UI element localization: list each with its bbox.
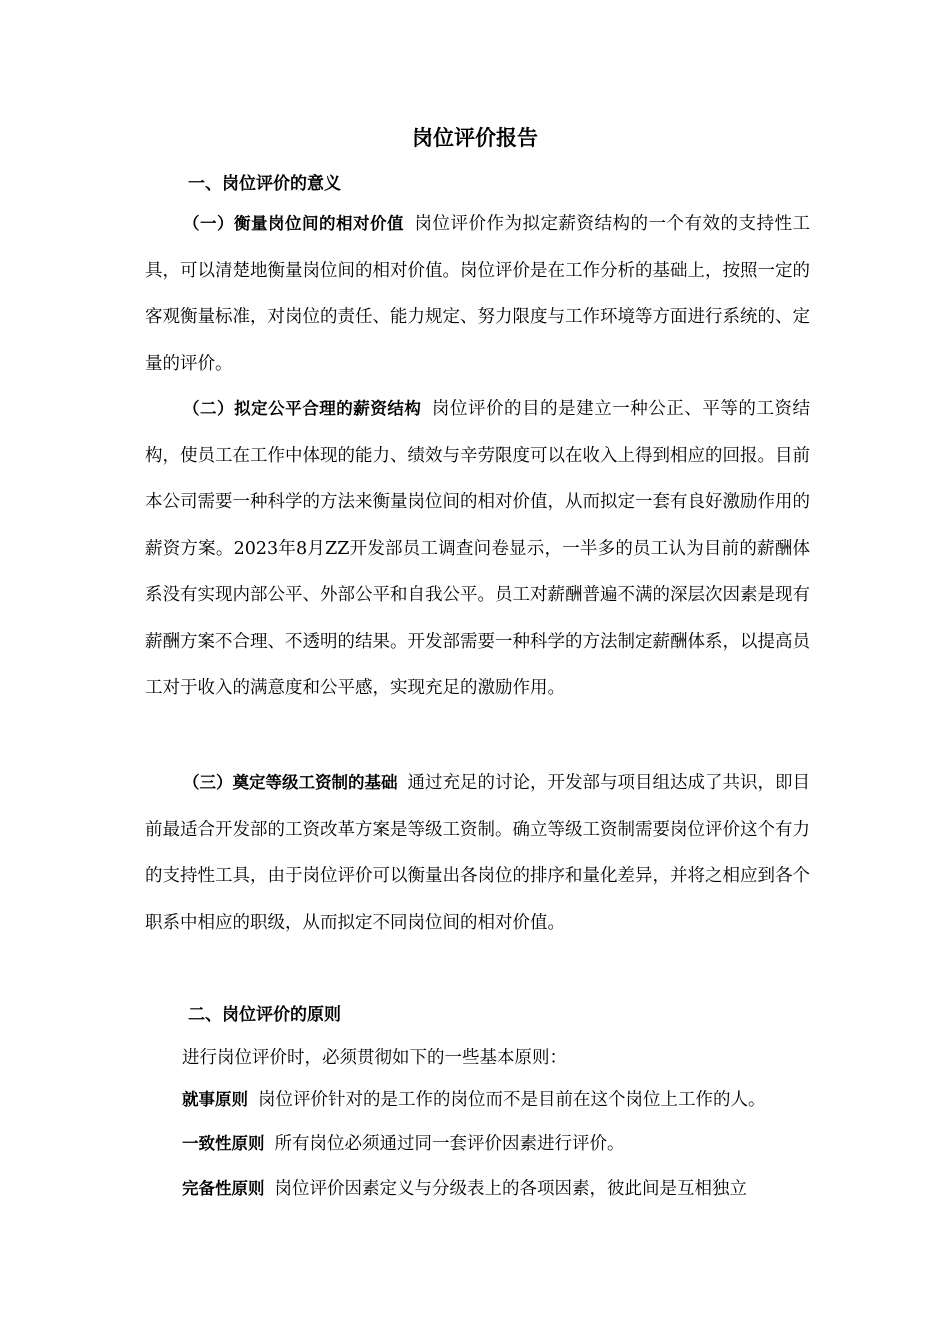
paragraph-2-label: （二）拟定公平合理的薪资结构 (183, 399, 422, 418)
paragraph-2 (145, 386, 810, 712)
principle-2-text: 所有岗位必须通过同一套评价因素进行评价。 (274, 1134, 625, 1154)
paragraph-1 (145, 201, 810, 387)
paragraph-2-text: 岗位评价的目的是建立一种公正、平等的工资结构，使员工在工作中体现的能力、绩效与辛劳限度可以在收入上得到相应的回报。目前本公司需要一种科学的方法来衡量岗位间的相对价值，从而拟定一套有良好激励作用的薪资方案。2023年8月ZZ开发部员工调查问卷显示，一半多的员工认为目前的薪酬体系没有实现内部公平、外部公平和自我公平。员工对薪酬普遍不满的深层次因素是现有薪酬方案不合理、不透明的结果。开发部需要一种科学的方法制定薪酬体系，以提高员工对于收入的满意度和公平感，实现充足的激励作用。 (145, 399, 811, 698)
section-1-heading: 一、岗位评价的意义 (188, 174, 341, 194)
principle-3 (182, 1177, 832, 1201)
principle-3-text: 岗位评价因素定义与分级表上的各项因素，彼此间是互相独立 (274, 1179, 747, 1199)
paragraph-1-text: 岗位评价作为拟定薪资结构的一个有效的支持性工具，可以清楚地衡量岗位间的相对价值。岗位评价是在工作分析的基础上，按照一定的客观衡量标准，对岗位的责任、能力规定、努力限度与工作环境等方面进行系统的、定量的评价。 (145, 214, 810, 374)
section-2-intro: 进行岗位评价时，必须贯彻如下的一些基本原则： (182, 1048, 567, 1068)
principle-2 (182, 1132, 832, 1156)
document-title: 岗位评价报告 (412, 125, 538, 150)
paragraph-3 (145, 760, 810, 946)
principle-1-label: 就事原则 (182, 1090, 248, 1109)
principle-1 (182, 1088, 832, 1112)
paragraph-3-label: （三）奠定等级工资制的基础 (183, 773, 398, 792)
principle-2-label: 一致性原则 (182, 1134, 265, 1153)
paragraph-1-label: （一）衡量岗位间的相对价值 (183, 214, 404, 233)
principle-1-text: 岗位评价针对的是工作的岗位而不是目前在这个岗位上工作的人。 (258, 1090, 766, 1110)
paragraph-3-text: 通过充足的讨论，开发部与项目组达成了共识，即目前最适合开发部的工资改革方案是等级工资制。确立等级工资制需要岗位评价这个有力的支持性工具，由于岗位评价可以衡量出各岗位的排序和量化差异，并将之相应到各个职系中相应的职级，从而拟定不同岗位间的相对价值。 (145, 773, 810, 933)
section-2-heading: 二、岗位评价的原则 (188, 1005, 341, 1025)
principle-3-label: 完备性原则 (182, 1179, 265, 1198)
